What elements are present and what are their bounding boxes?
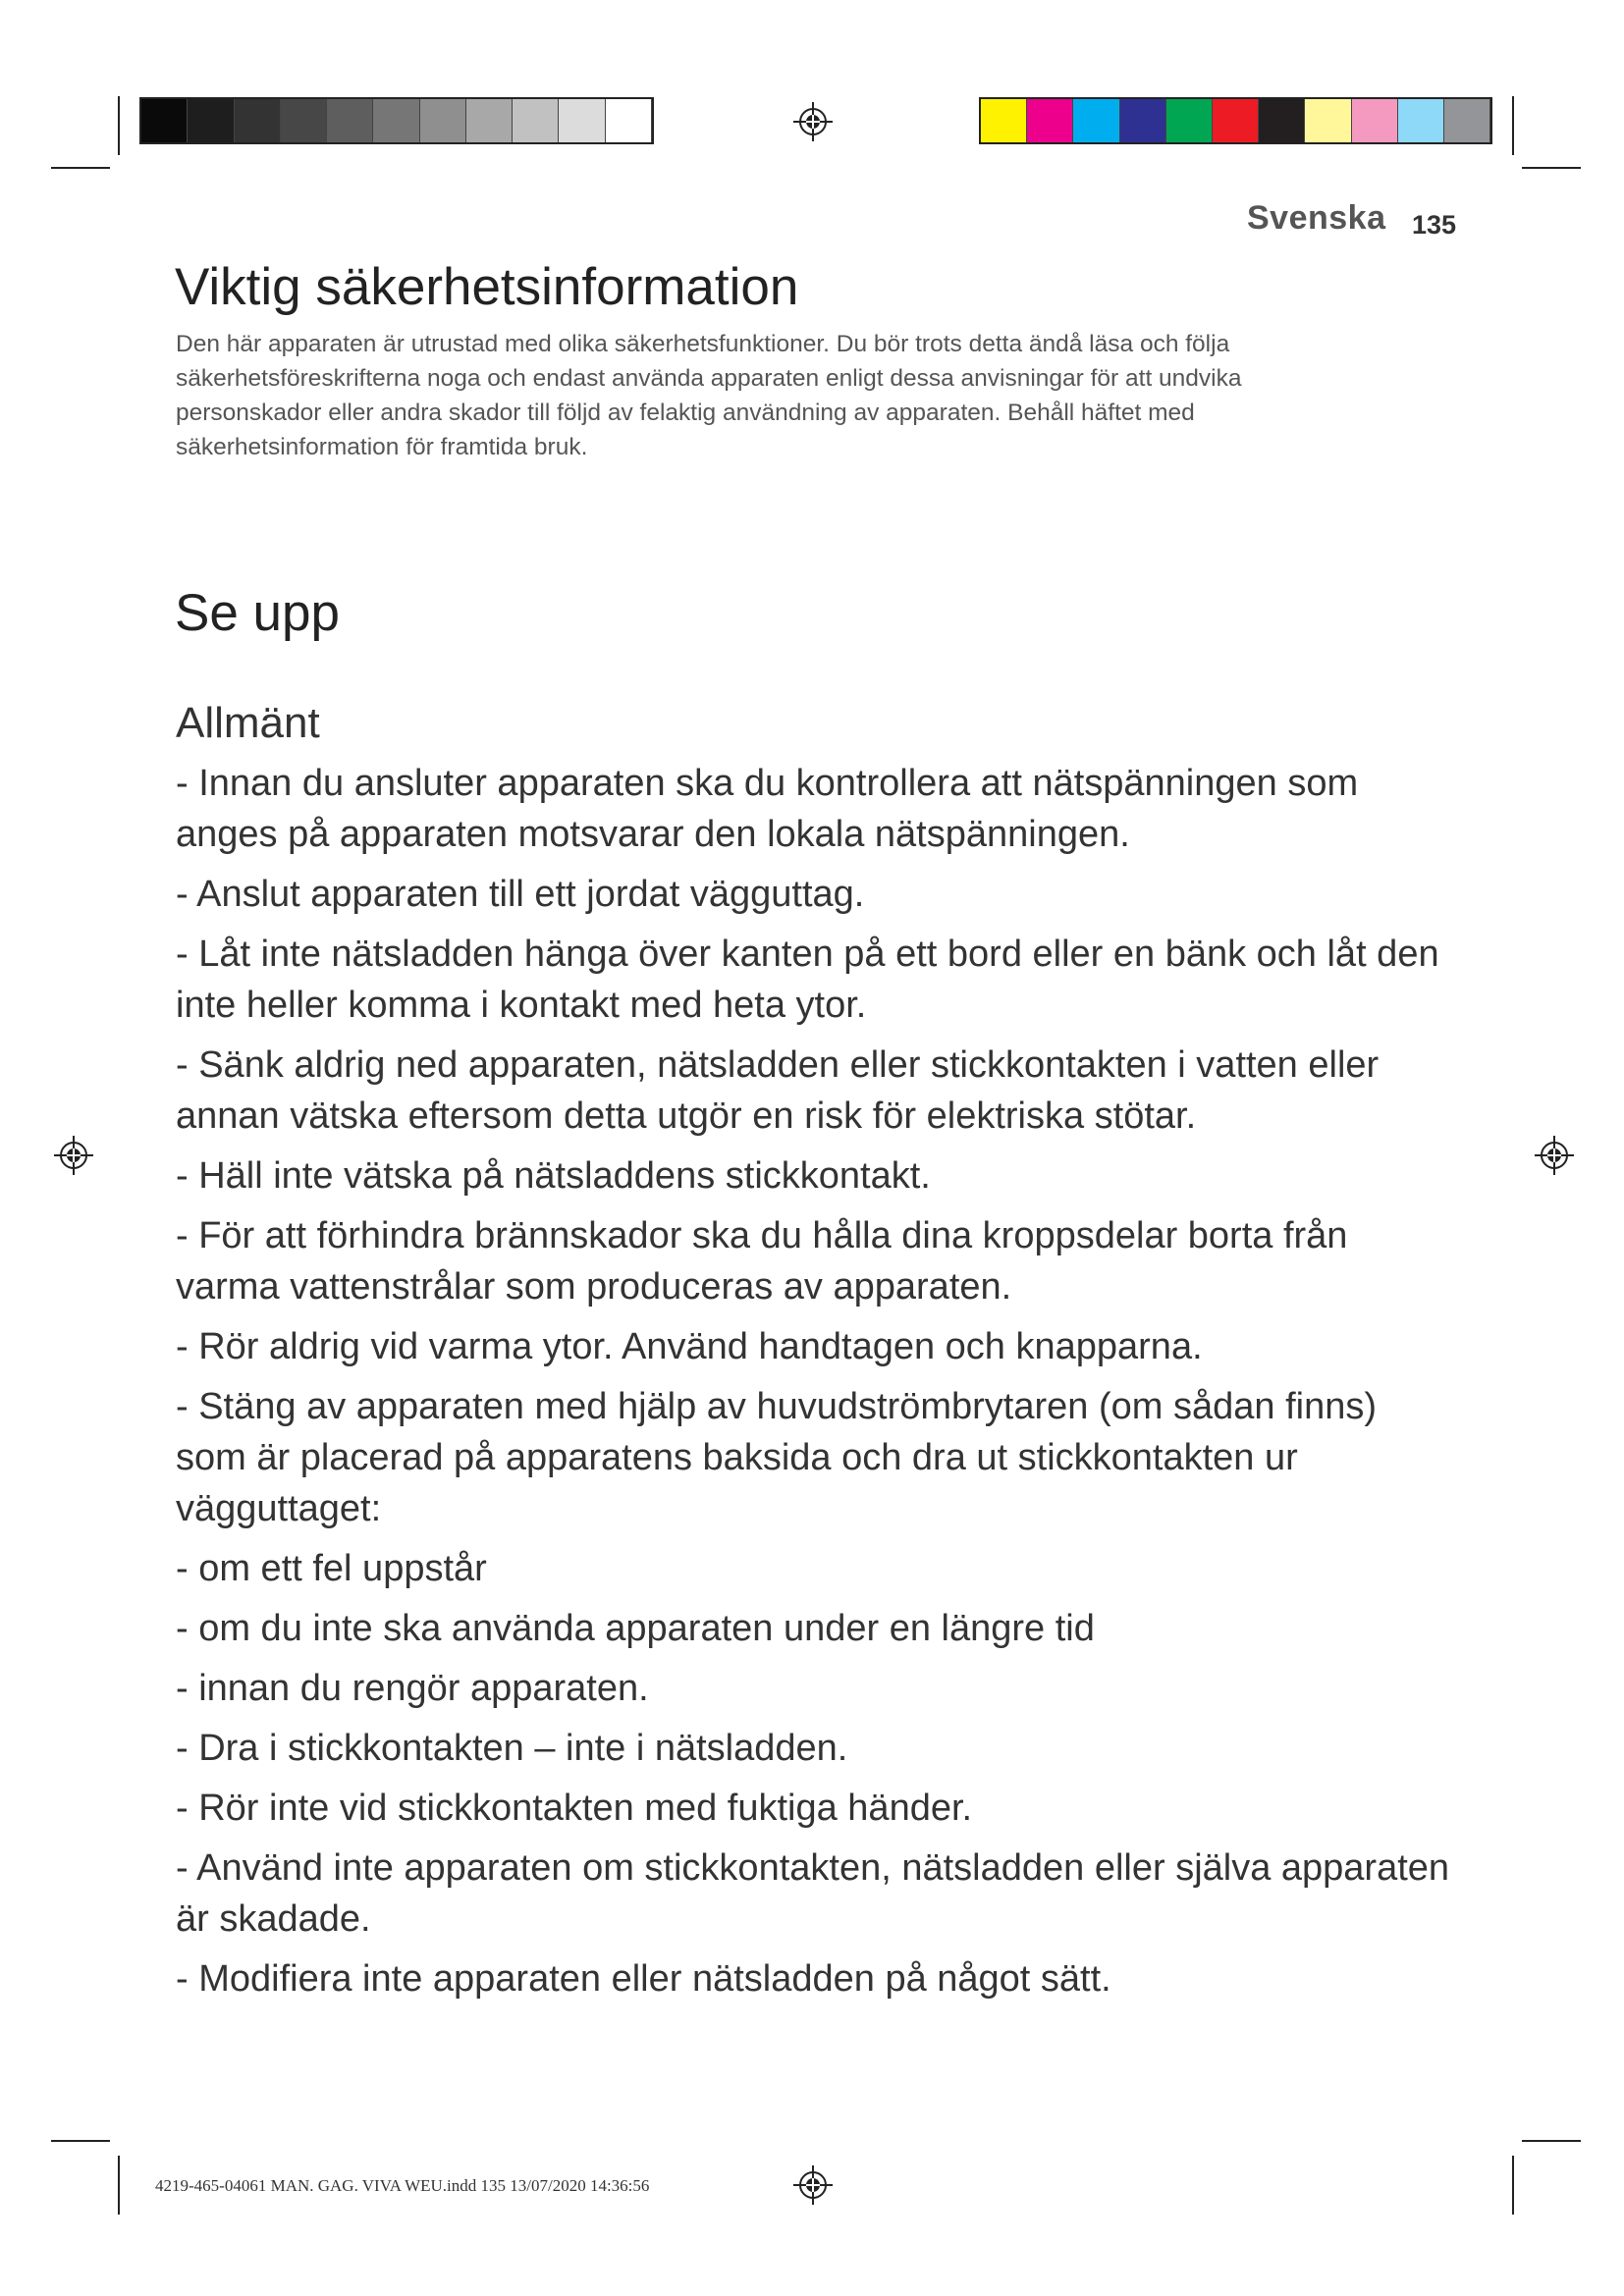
list-item: - om du inte ska använda apparaten under en längre tid <box>176 1608 1095 1649</box>
crop-mark-top-right-h <box>1522 167 1581 169</box>
gray-swatch <box>606 99 652 142</box>
color-swatch <box>1352 99 1398 142</box>
list-item: - Stäng av apparaten med hjälp av huvudströmbrytaren (om sådan finns) som är placerad på apparatens baksida och dra ut stickkontakten ur vägguttaget: <box>176 1386 1377 1529</box>
list-item: - om ett fel uppstår <box>176 1548 487 1589</box>
color-swatch <box>1213 99 1259 142</box>
color-swatch <box>981 99 1027 142</box>
color-swatch <box>1305 99 1351 142</box>
gray-swatch <box>188 99 234 142</box>
color-swatch <box>1444 99 1490 142</box>
color-registration-bar <box>979 97 1492 144</box>
list-item: - Modifiera inte apparaten eller nätsladden på något sätt. <box>176 1958 1111 2000</box>
color-swatch <box>1259 99 1305 142</box>
color-swatch <box>1398 99 1444 142</box>
safety-instructions-list <box>176 758 1452 2013</box>
print-slug: 4219-465-04061 MAN. GAG. VIVA WEU.indd 135 13/07/2020 14:36:56 <box>155 2176 650 2195</box>
crop-mark-bottom-left-h <box>51 2140 110 2142</box>
registration-target-icon <box>793 2165 833 2205</box>
list-item: - Anslut apparaten till ett jordat vägguttag. <box>176 874 865 915</box>
document-title: Viktig säkerhetsinformation <box>175 258 799 316</box>
gray-swatch <box>559 99 605 142</box>
list-item: - Rör aldrig vid varma ytor. Använd handtagen och knapparna. <box>176 1326 1203 1367</box>
subsection-title: Allmänt <box>176 699 320 747</box>
crop-mark-bottom-right-h <box>1522 2140 1581 2142</box>
gray-swatch <box>420 99 466 142</box>
crop-mark-top-left-h <box>51 167 110 169</box>
crop-mark-top-left-v <box>118 96 120 155</box>
gray-swatch <box>141 99 188 142</box>
crop-mark-bottom-right-v <box>1512 2156 1514 2215</box>
page-number: 135 <box>1412 210 1457 240</box>
color-swatch <box>1120 99 1166 142</box>
color-swatch <box>1166 99 1213 142</box>
page-language-label: Svenska <box>1247 199 1386 237</box>
list-item: - För att förhindra brännskador ska du hålla dina kroppsdelar borta från varma vattenstrålar som produceras av apparaten. <box>176 1215 1348 1308</box>
section-title: Se upp <box>175 584 340 642</box>
registration-target-icon <box>793 102 833 141</box>
list-item: - innan du rengör apparaten. <box>176 1668 649 1709</box>
crop-mark-bottom-left-v <box>118 2156 120 2215</box>
gray-swatch <box>281 99 327 142</box>
list-item: - Använd inte apparaten om stickkontakten, nätsladden eller själva apparaten är skadade. <box>176 1847 1450 1940</box>
list-item: - Rör inte vid stickkontakten med fuktiga händer. <box>176 1788 973 1829</box>
gray-swatch <box>327 99 373 142</box>
gray-swatch <box>513 99 559 142</box>
crop-mark-top-right-v <box>1512 96 1514 155</box>
gray-swatch <box>466 99 513 142</box>
grayscale-registration-bar <box>139 97 654 144</box>
list-item: - Innan du ansluter apparaten ska du kontrollera att nätspänningen som anges på apparaten motsvarar den lokala nätspänningen. <box>176 763 1359 855</box>
list-item: - Dra i stickkontakten – inte i nätsladden. <box>176 1728 848 1769</box>
intro-paragraph: Den här apparaten är utrustad med olika säkerhetsfunktioner. Du bör trots detta ändå läsa och följa säkerhetsföreskrifterna noga och endast använda apparaten enligt dessa anvisningar för att undvika personskador eller andra skador till följd av felaktig användning av apparaten. Behåll häftet med säkerhetsinformation för framtida bruk. <box>176 331 1242 460</box>
color-swatch <box>1027 99 1073 142</box>
registration-target-icon <box>1535 1136 1574 1175</box>
gray-swatch <box>373 99 419 142</box>
list-item: - Sänk aldrig ned apparaten, nätsladden eller stickkontakten i vatten eller annan vätska eftersom detta utgör en risk för elektriska stötar. <box>176 1044 1380 1137</box>
list-item: - Häll inte vätska på nätsladdens stickkontakt. <box>176 1155 931 1197</box>
gray-swatch <box>235 99 281 142</box>
registration-target-icon <box>54 1136 93 1175</box>
list-item: - Låt inte nätsladden hänga över kanten på ett bord eller en bänk och låt den inte heller komma i kontakt med heta ytor. <box>176 934 1439 1026</box>
color-swatch <box>1073 99 1119 142</box>
